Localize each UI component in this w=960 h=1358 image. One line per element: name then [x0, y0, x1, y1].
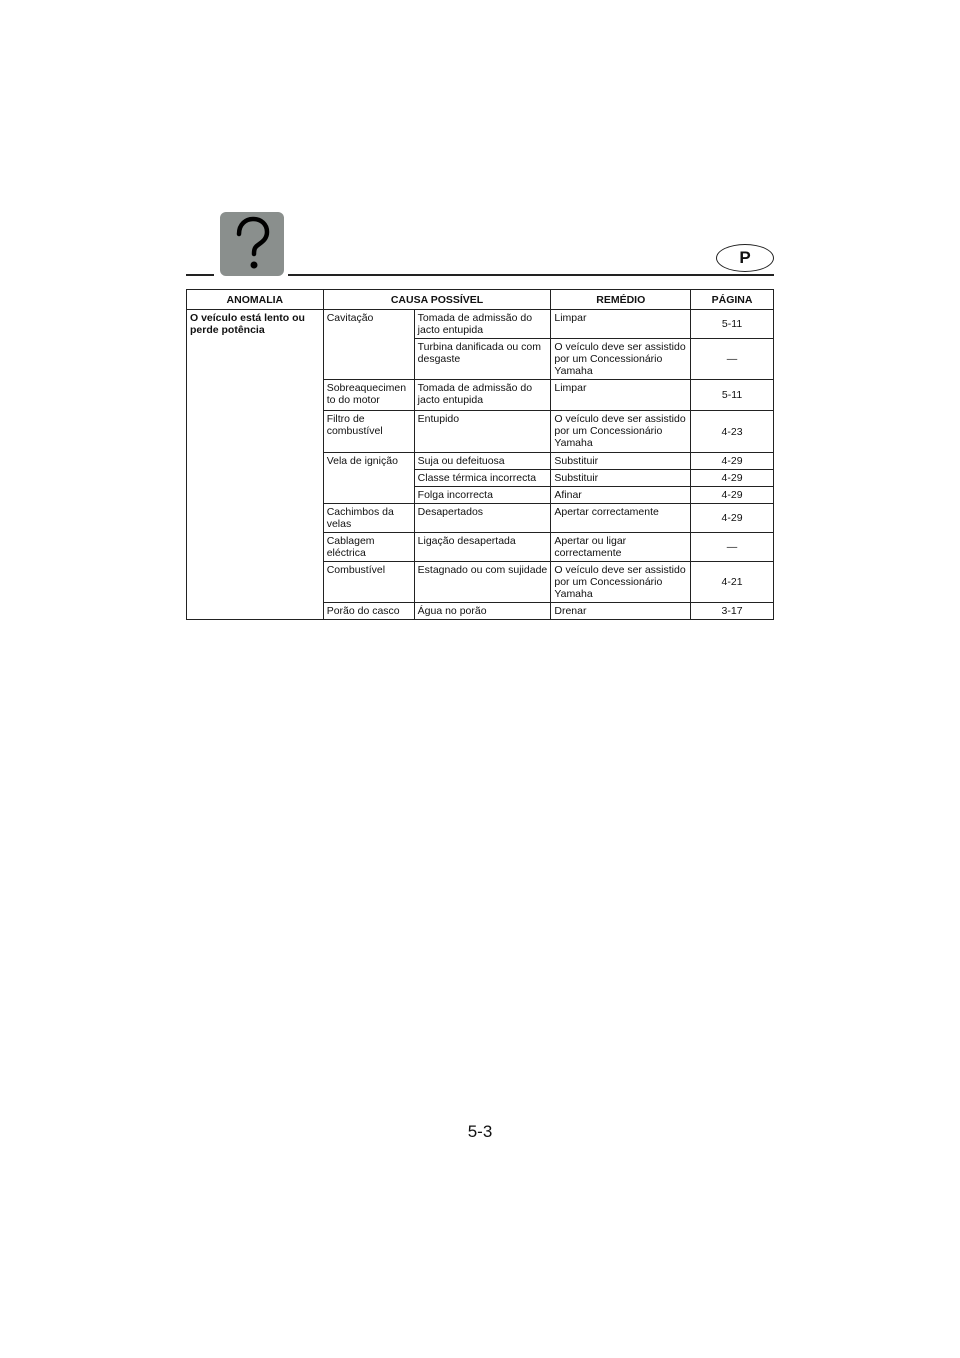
page-ref-cell: —: [691, 339, 774, 380]
page-ref-cell: 4-29: [691, 487, 774, 504]
page-ref-cell: 5-11: [691, 380, 774, 411]
detail-cell: Desapertados: [414, 504, 551, 533]
cause-cell: Cablagem eléctrica: [323, 533, 414, 562]
cause-cell: Cachimbos da velas: [323, 504, 414, 533]
cause-cell: Filtro de combustível: [323, 411, 414, 453]
table-header-row: [187, 290, 774, 310]
header-anomalia: ANOMALIA: [187, 290, 324, 310]
detail-cell: Estagnado ou com sujidade: [414, 562, 551, 603]
page-ref-cell: 4-23: [691, 411, 774, 453]
page-ref-cell: —: [691, 533, 774, 562]
header-causa-possivel: CAUSA POSSÍVEL: [323, 290, 551, 310]
page-number: 5-3: [467, 1122, 493, 1141]
page-ref-cell: 4-29: [691, 504, 774, 533]
remedy-cell: Limpar: [551, 380, 691, 411]
detail-cell: Entupido: [414, 411, 551, 453]
detail-cell: Turbina danificada ou com desgaste: [414, 339, 551, 380]
header-pagina: PÁGINA: [691, 290, 774, 310]
page-ref-cell: 5-11: [691, 310, 774, 339]
page-ref-cell: 4-29: [691, 453, 774, 470]
remedy-cell: Drenar: [551, 603, 691, 620]
header-remedio: REMÉDIO: [551, 290, 691, 310]
remedy-cell: Limpar: [551, 310, 691, 339]
detail-cell: Folga incorrecta: [414, 487, 551, 504]
cause-cell: Cavitação: [323, 310, 414, 380]
detail-cell: Tomada de admissão do jacto entupida: [414, 310, 551, 339]
cause-cell: Vela de ignição: [323, 453, 414, 504]
remedy-cell: Substituir: [551, 453, 691, 470]
question-mark-icon: [220, 212, 284, 276]
remedy-cell: Apertar ou ligar correctamente: [551, 533, 691, 562]
header-rule-left: [186, 274, 214, 276]
header-rule-right: [288, 274, 774, 276]
detail-cell: Classe térmica incorrecta: [414, 470, 551, 487]
remedy-cell: Afinar: [551, 487, 691, 504]
detail-cell: Suja ou defeituosa: [414, 453, 551, 470]
remedy-cell: O veículo deve ser assistido por um Concessionário Yamaha: [551, 411, 691, 453]
remedy-cell: O veículo deve ser assistido por um Concessionário Yamaha: [551, 562, 691, 603]
page-ref-cell: 3-17: [691, 603, 774, 620]
table-row: [187, 310, 774, 339]
cause-cell: Combustível: [323, 562, 414, 603]
detail-cell: Ligação desapertada: [414, 533, 551, 562]
remedy-cell: Apertar correctamente: [551, 504, 691, 533]
cause-cell: Porão do casco: [323, 603, 414, 620]
page-ref-cell: 4-29: [691, 470, 774, 487]
detail-cell: Água no porão: [414, 603, 551, 620]
detail-cell: Tomada de admissão do jacto entupida: [414, 380, 551, 411]
troubleshooting-table: [186, 289, 774, 620]
anomaly-cell: O veículo está lento ou perde potência: [187, 310, 324, 620]
language-badge: P: [716, 244, 774, 272]
remedy-cell: O veículo deve ser assistido por um Concessionário Yamaha: [551, 339, 691, 380]
page-ref-cell: 4-21: [691, 562, 774, 603]
remedy-cell: Substituir: [551, 470, 691, 487]
cause-cell: Sobreaquecimen to do motor: [323, 380, 414, 411]
